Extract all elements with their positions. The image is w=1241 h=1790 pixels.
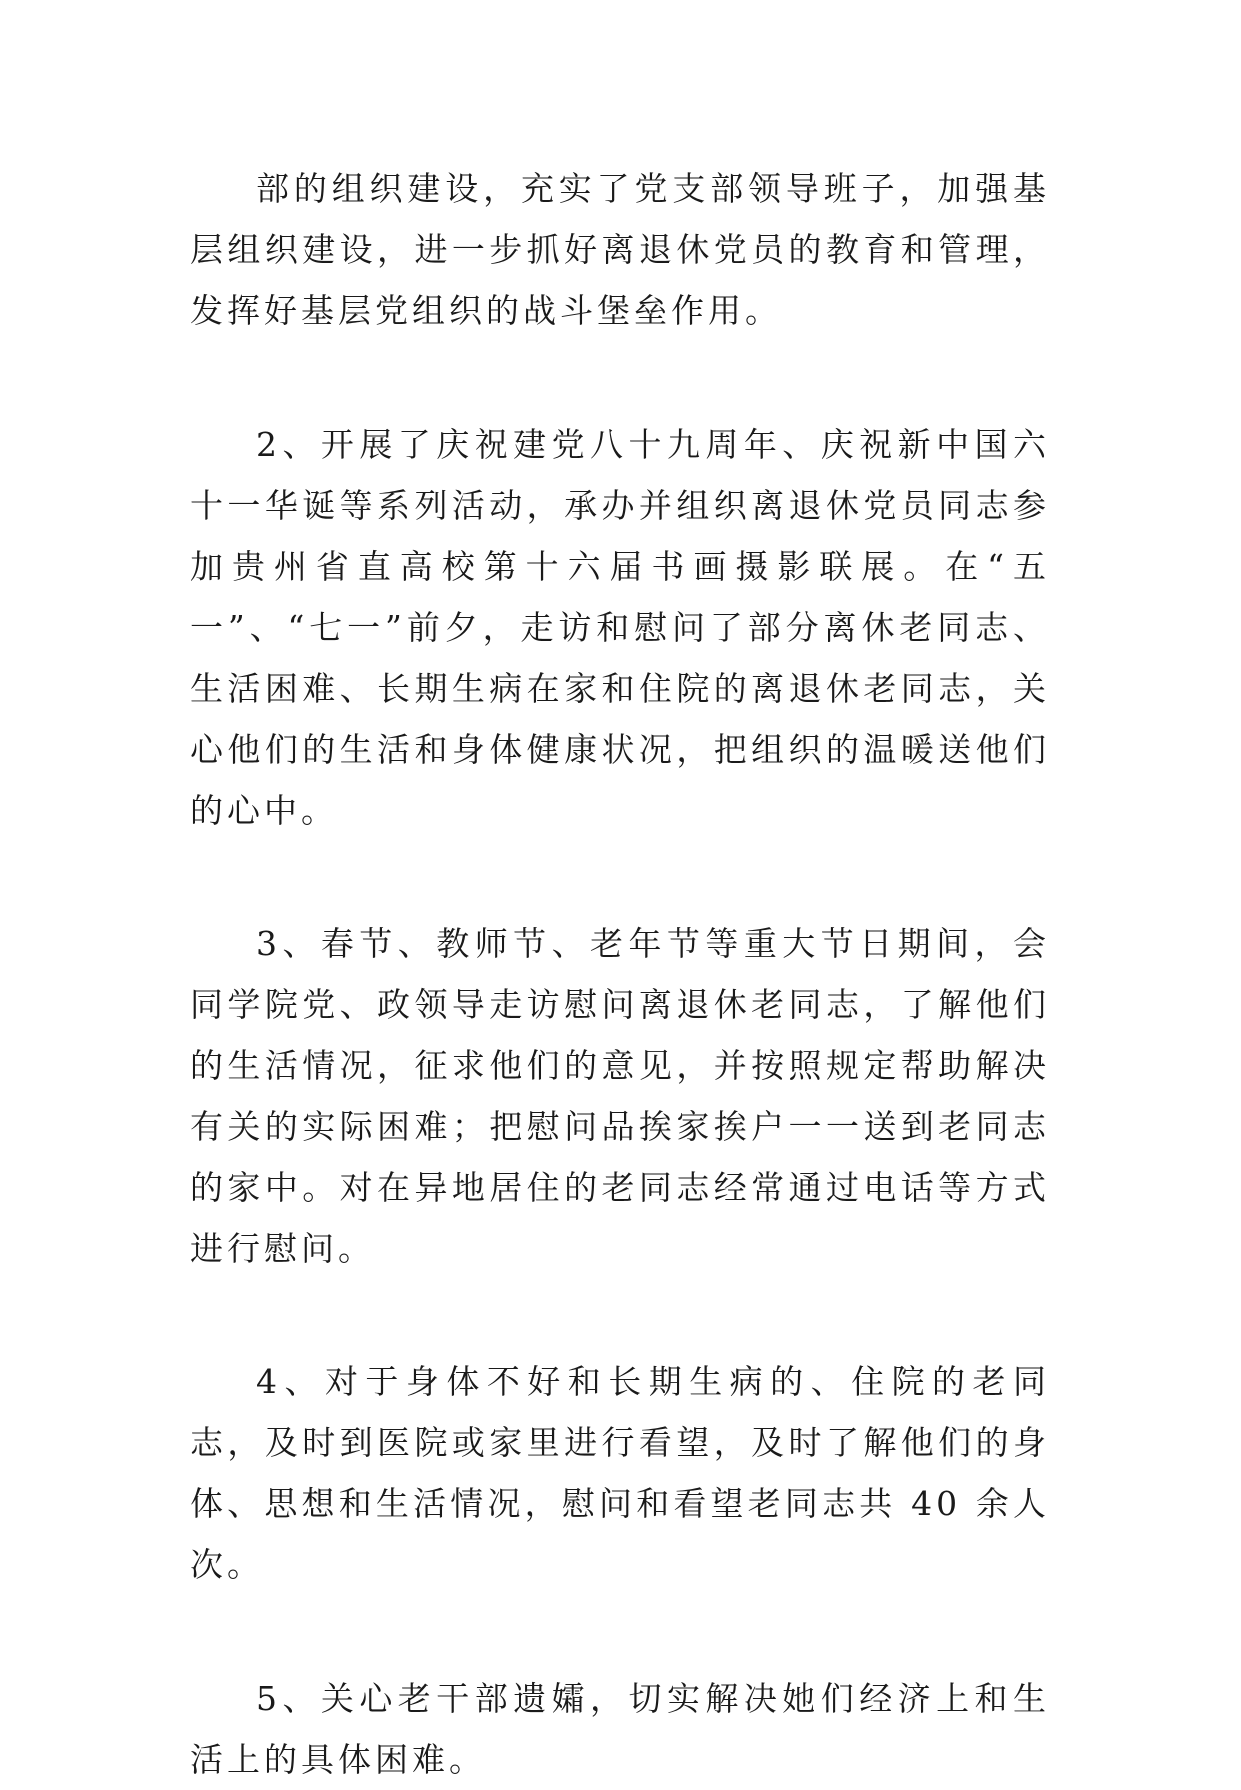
document-body xyxy=(190,158,1050,1790)
paragraph-item-2: 2、开展了庆祝建党八十九周年、庆祝新中国六十一华诞等系列活动，承办并组织离退休党员同志参加贵州省直高校第十六届书画摄影联展。在“五一”、“七一”前夕，走访和慰问了部分离休老同志、生活困难、长期生病在家和住院的离退休老同志，关心他们的生活和身体健康状况，把组织的温暖送他们的心中。 xyxy=(190,425,1050,830)
paragraph-organization-building: 部的组织建设，充实了党支部领导班子，加强基层组织建设，进一步抓好离退休党员的教育和管理，发挥好基层党组织的战斗堡垒作用。 xyxy=(190,169,1050,330)
paragraph-item-4: 4、对于身体不好和长期生病的、住院的老同志，及时到医院或家里进行看望，及时了解他们的身体、思想和生活情况，慰问和看望老同志共 40 余人次。 xyxy=(190,1362,1050,1584)
paragraph-item-5: 5、关心老干部遗孀，切实解决她们经济上和生活上的具体困难。 xyxy=(190,1679,1050,1779)
paragraph-item-3: 3、春节、教师节、老年节等重大节日期间，会同学院党、政领导走访慰问离退休老同志，了解他们的生活情况，征求他们的意见，并按照规定帮助解决有关的实际困难；把慰问品挨家挨户一一送到老同志的家中。对在异地居住的老同志经常通过电话等方式进行慰问。 xyxy=(190,924,1050,1268)
